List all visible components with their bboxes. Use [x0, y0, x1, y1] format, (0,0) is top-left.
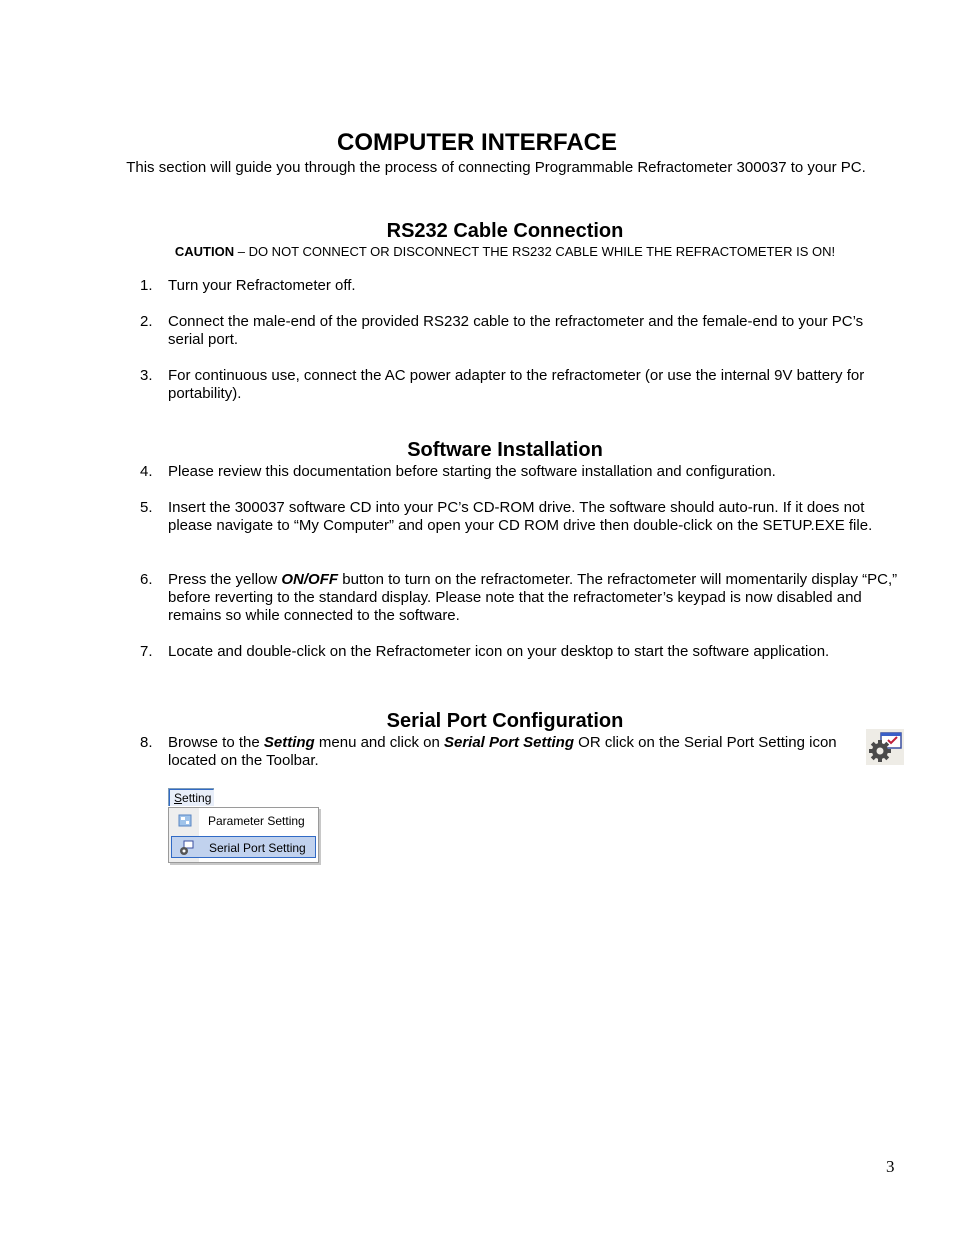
- list-text: For continuous use, connect the AC power adapter to the refractometer (or use the internal 9V battery for portability).: [168, 367, 865, 402]
- list-text: Please review this documentation before starting the software installation and configuration.: [168, 463, 776, 480]
- intro-text: This section will guide you through the process of connecting Programmable Refractometer 300037 to your PC.: [126, 159, 866, 176]
- on-off-label: ON/OFF: [281, 571, 339, 588]
- page-title: COMPUTER INTERFACE: [336, 129, 617, 156]
- list-text: Press the yellow ON/OFF button to turn on the refractometer. The refractometer will momentarily display “PC,” before reverting to the standard display. Please note that the refractometer’s keypad is now disabled and remains so while connected to the software.: [168, 571, 898, 624]
- caution-label: CAUTION: [174, 244, 235, 259]
- list-text: Insert the 300037 software CD into your PC’s CD-ROM drive. The software should auto-run. If it does not please navigate to “My Computer” and open your CD ROM drive then double-click on the SETUP.EXE file.: [168, 499, 873, 534]
- list-text: Turn your Refractometer off.: [168, 277, 356, 294]
- serial-port-icon: [178, 840, 194, 856]
- menu-item-parameter-setting[interactable]: Parameter Setting: [171, 810, 316, 832]
- section-heading-software: Software Installation: [407, 439, 603, 461]
- list-number: 7.: [140, 643, 153, 660]
- list-number: 3.: [140, 367, 153, 384]
- setting-menu-screenshot: [168, 788, 320, 864]
- parameter-icon: [177, 813, 193, 829]
- list-text: Browse to the Setting menu and click on Serial Port Setting OR click on the Serial Port Setting icon located on the Toolbar.: [168, 734, 837, 769]
- setting-menu-dropdown: [168, 807, 319, 863]
- menu-item-serial-port-setting[interactable]: Serial Port Setting: [171, 836, 316, 858]
- page-number: 3: [886, 1157, 895, 1176]
- section-heading-rs232: RS232 Cable Connection: [386, 220, 624, 242]
- list-text: Locate and double-click on the Refractometer icon on your desktop to start the software application.: [168, 643, 830, 660]
- caution-message: – DO NOT CONNECT OR DISCONNECT THE RS232 CABLE WHILE THE REFRACTOMETER IS ON!: [234, 244, 836, 259]
- list-number: 2.: [140, 313, 153, 330]
- section-heading-serial: Serial Port Configuration: [386, 710, 624, 732]
- setting-menu-tab[interactable]: Setting: [168, 788, 214, 806]
- list-text: Connect the male-end of the provided RS232 cable to the refractometer and the female-end to your PC’s serial port.: [168, 313, 864, 348]
- serial-port-setting-gear-icon: [866, 729, 904, 765]
- caution-text: [0, 244, 954, 259]
- list-number: 4.: [140, 463, 153, 480]
- list-number: 6.: [140, 571, 153, 588]
- list-number: 1.: [140, 277, 153, 294]
- list-number: 5.: [140, 499, 153, 516]
- list-number: 8.: [140, 734, 153, 751]
